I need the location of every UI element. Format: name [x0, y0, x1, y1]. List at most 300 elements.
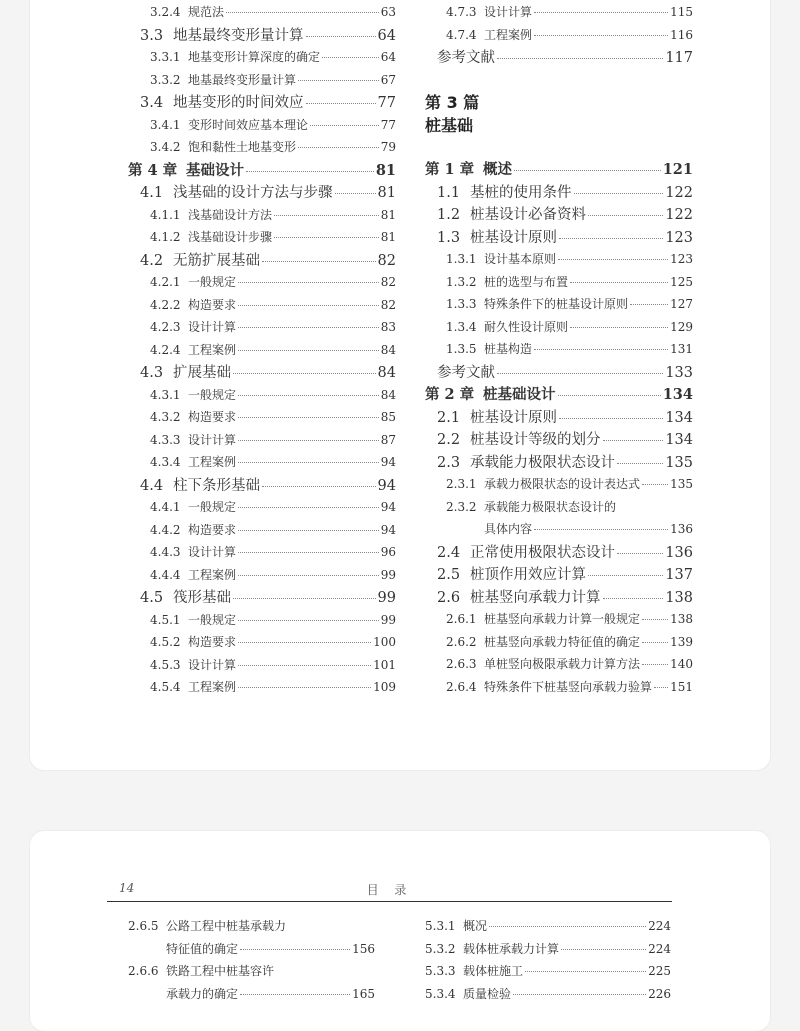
toc-entry-page: 135	[665, 454, 693, 471]
dot-leader	[588, 575, 663, 576]
toc-entry-number: 4.5	[140, 590, 164, 606]
toc-entry-title: 载体桩施工	[463, 964, 524, 978]
toc-entry-title: 桩基设计原则	[470, 229, 557, 246]
toc-entry-page: 115	[670, 5, 693, 19]
toc-entry[interactable]	[437, 546, 693, 561]
dot-leader	[514, 170, 661, 171]
toc-entry-number: 3.4.2	[150, 140, 181, 154]
toc-entry-page: 122	[665, 207, 693, 223]
toc-entry[interactable]	[166, 943, 375, 955]
toc-entry-title: 参考文献	[437, 50, 495, 66]
toc-entry-page: 127	[670, 297, 693, 311]
toc-entry-title: 饱和黏性土地基变形	[188, 140, 297, 154]
toc-entry-number: 3.4.1	[150, 117, 181, 132]
toc-entry[interactable]	[150, 659, 396, 671]
dot-leader	[534, 35, 668, 36]
toc-entry-number: 4.4.4	[150, 567, 181, 582]
toc-entry-title: 桩基竖向承载力特征值的确定	[484, 634, 641, 649]
dot-leader	[238, 642, 371, 643]
toc-entry[interactable]	[437, 231, 693, 246]
toc-entry-page: 81	[380, 207, 396, 222]
dot-leader	[603, 440, 664, 441]
toc-entry-number: 4.3.1	[150, 387, 181, 402]
toc-entry-number: 4.3.3	[150, 432, 181, 447]
dot-leader	[238, 462, 379, 463]
dot-leader	[654, 687, 668, 688]
dot-leader	[240, 949, 350, 950]
dot-leader	[233, 598, 376, 599]
toc-entry-number: 2.6	[437, 589, 461, 606]
toc-entry-page: 135	[670, 477, 693, 491]
dot-leader	[274, 215, 379, 216]
dot-leader	[534, 12, 668, 13]
toc-entry-number: 2.6.4	[446, 679, 477, 694]
toc-entry-number: 4.2.4	[150, 342, 181, 357]
toc-entry[interactable]	[128, 161, 396, 179]
toc-entry-page: 134	[662, 386, 693, 403]
toc-entry-title: 浅基础的设计方法与步骤	[173, 185, 333, 201]
dot-leader	[274, 237, 379, 238]
toc-entry-number: 4.3.2	[150, 410, 181, 424]
toc-entry-number: 4.5.3	[150, 657, 181, 672]
toc-entry[interactable]	[425, 920, 671, 932]
toc-entry[interactable]	[150, 299, 396, 311]
toc-entry-page: 109	[373, 680, 396, 694]
toc-entry[interactable]	[150, 209, 396, 221]
toc-entry-title: 铁路工程中桩基容许	[166, 964, 275, 978]
toc-entry-number: 4.5.2	[150, 635, 181, 649]
toc-entry-title: 设计计算	[188, 320, 237, 334]
toc-entry-title: 基桩的使用条件	[470, 184, 572, 201]
toc-page-card-1	[30, 0, 770, 770]
toc-entry[interactable]	[150, 434, 396, 446]
toc-entry[interactable]	[446, 636, 693, 648]
toc-entry-number: 2.4	[437, 544, 461, 561]
toc-entry-page: 151	[670, 679, 693, 694]
toc-entry[interactable]	[150, 141, 396, 153]
toc-entry-number: 4.7.4	[446, 27, 477, 42]
toc-entry-number: 4.4.1	[150, 500, 181, 514]
dot-leader	[534, 349, 668, 350]
toc-entry[interactable]	[150, 231, 396, 243]
toc-entry-title: 无筋扩展基础	[173, 252, 260, 269]
toc-entry-page: 99	[380, 612, 396, 627]
toc-entry-title: 概述	[483, 161, 512, 178]
toc-entry-title: 桩基础设计	[483, 386, 556, 403]
toc-entry[interactable]	[425, 163, 693, 178]
dot-leader	[642, 619, 668, 620]
toc-entry[interactable]	[150, 389, 396, 401]
toc-entry-title: 设计计算	[484, 5, 533, 19]
dot-leader	[630, 304, 668, 305]
toc-entry-title: 耐久性设计原则	[484, 319, 569, 334]
toc-entry-page: 138	[665, 589, 693, 606]
toc-entry-page: 134	[665, 432, 693, 448]
toc-entry[interactable]	[128, 965, 375, 977]
dot-leader	[262, 261, 376, 262]
toc-entry-number: 1.3.3	[446, 297, 477, 311]
dot-leader	[262, 486, 376, 487]
dot-leader	[558, 395, 661, 396]
toc-entry-number: 2.6.2	[446, 634, 477, 649]
toc-entry-number: 2.3.2	[446, 499, 477, 514]
toc-entry[interactable]	[150, 569, 396, 581]
toc-entry[interactable]	[437, 591, 693, 606]
toc-entry-title: 工程案例	[188, 455, 237, 469]
toc-entry-number: 1.1	[437, 184, 461, 201]
toc-entry-title: 地基变形的时间效应	[173, 95, 304, 111]
toc-entry[interactable]	[150, 681, 396, 693]
toc-entry-title: 桩基设计原则	[470, 409, 557, 426]
dot-leader	[306, 36, 376, 37]
toc-entry-title: 构造要求	[188, 635, 237, 649]
toc-entry-number: 2.2	[437, 432, 461, 448]
toc-entry-number: 1.3.2	[446, 274, 477, 289]
toc-entry-page: 99	[377, 590, 396, 606]
toc-entry-number: 4.7.3	[446, 5, 477, 19]
toc-entry-page: 122	[665, 184, 693, 201]
toc-entry-page: 94	[380, 522, 396, 537]
toc-entry[interactable]	[140, 186, 396, 201]
toc-entry-number: 第 2 章	[425, 386, 475, 403]
toc-entry-page: 133	[665, 364, 693, 381]
toc-entry[interactable]	[437, 208, 693, 223]
toc-entry-page: 138	[670, 612, 693, 626]
toc-entry-page: 83	[380, 320, 396, 334]
toc-entry-page: 224	[648, 919, 671, 933]
toc-entry-title: 特殊条件下桩基竖向承载力验算	[484, 679, 653, 694]
dot-leader	[238, 575, 379, 576]
dot-leader	[238, 665, 371, 666]
toc-entry-number: 5.3.4	[425, 986, 456, 1001]
toc-entry-page: 94	[380, 455, 396, 469]
toc-entry-page: 94	[380, 500, 396, 514]
toc-entry-title: 构造要求	[188, 297, 237, 312]
toc-entry[interactable]	[140, 479, 396, 494]
dot-leader	[306, 103, 376, 104]
toc-entry-number: 2.6.1	[446, 612, 477, 626]
toc-entry-title: 载体桩承载力计算	[463, 941, 560, 956]
toc-entry-page: 156	[352, 941, 375, 956]
toc-entry-page: 116	[670, 27, 693, 42]
toc-entry-page: 81	[377, 185, 396, 201]
toc-entry-number: 2.6.5	[128, 919, 159, 933]
toc-entry-page: 81	[375, 161, 396, 179]
dot-leader	[233, 373, 376, 374]
toc-entry-title: 单桩竖向极限承载力计算方法	[484, 657, 641, 671]
dot-leader	[335, 193, 376, 194]
toc-entry[interactable]	[150, 546, 396, 558]
toc-entry[interactable]	[437, 366, 693, 381]
toc-entry[interactable]	[446, 276, 693, 288]
toc-entry[interactable]	[150, 119, 396, 131]
dot-leader	[497, 58, 663, 59]
dot-leader	[238, 327, 379, 328]
dot-leader	[570, 327, 668, 328]
toc-entry[interactable]	[150, 344, 396, 356]
toc-entry-title: 桩基竖向承载力计算	[470, 589, 601, 606]
toc-entry-title: 一般规定	[188, 500, 237, 514]
toc-entry-page: 165	[352, 986, 375, 1001]
toc-entry-number: 1.3.1	[446, 252, 477, 266]
toc-entry[interactable]	[150, 51, 396, 63]
toc-entry[interactable]	[446, 343, 693, 355]
toc-entry-title: 概况	[463, 919, 488, 933]
dot-leader	[238, 507, 379, 508]
toc-entry-page: 79	[380, 140, 396, 154]
toc-entry-page: 140	[670, 657, 693, 671]
toc-entry[interactable]	[446, 501, 693, 513]
toc-entry[interactable]	[150, 321, 396, 333]
toc-entry-number: 5.3.1	[425, 919, 456, 933]
dot-leader	[238, 282, 379, 283]
toc-entry-page: 225	[648, 964, 671, 978]
part-label: 第 3 篇	[425, 93, 480, 112]
toc-entry-number: 2.5	[437, 567, 461, 583]
dot-leader	[238, 350, 379, 351]
toc-entry-number: 2.6.3	[446, 657, 477, 671]
toc-entry-page: 63	[380, 5, 396, 19]
dot-leader	[558, 259, 668, 260]
toc-entry-title: 工程案例	[188, 567, 237, 582]
dot-leader	[238, 687, 371, 688]
toc-entry-title: 构造要求	[188, 410, 237, 424]
toc-entry-number: 4.2.2	[150, 297, 181, 312]
toc-entry[interactable]	[446, 681, 693, 693]
toc-entry-title: 设计计算	[188, 432, 237, 447]
toc-entry[interactable]	[446, 253, 693, 265]
toc-entry-title: 筏形基础	[173, 590, 231, 606]
header-title: 目 录	[366, 883, 413, 897]
toc-entry-page: 123	[670, 252, 693, 266]
toc-entry-number: 4.4.3	[150, 545, 181, 559]
toc-entry-number: 第 1 章	[425, 161, 475, 178]
toc-entry-title: 桩基设计必备资料	[470, 207, 586, 223]
dot-leader	[238, 417, 379, 418]
toc-entry[interactable]	[446, 6, 693, 18]
toc-entry[interactable]	[128, 920, 375, 932]
page-header	[107, 881, 672, 902]
toc-entry-title: 设计计算	[188, 657, 237, 672]
toc-entry[interactable]	[446, 478, 693, 490]
toc-entry-page: 226	[648, 986, 671, 1001]
toc-entry-page: 77	[377, 95, 396, 111]
dot-leader	[513, 994, 646, 995]
dot-leader	[588, 215, 663, 216]
toc-entry-number: 4.5.4	[150, 680, 181, 694]
toc-entry[interactable]	[446, 298, 693, 310]
toc-entry-title: 承载能力极限状态设计的	[484, 499, 617, 514]
toc-entry-title: 一般规定	[188, 387, 237, 402]
dot-leader	[310, 125, 379, 126]
part-name: 桩基础	[425, 116, 474, 135]
toc-entry[interactable]	[150, 614, 396, 626]
dot-leader	[617, 553, 663, 554]
toc-entry-title: 参考文献	[437, 364, 495, 381]
toc-entry-page: 77	[380, 117, 396, 132]
toc-entry-title: 桩基竖向承载力计算一般规定	[484, 612, 641, 626]
toc-entry-number: 5.3.2	[425, 941, 456, 956]
toc-entry[interactable]	[150, 501, 396, 513]
toc-entry-number: 2.3	[437, 454, 461, 471]
toc-entry-number: 2.3.1	[446, 477, 477, 491]
toc-entry[interactable]	[437, 568, 693, 583]
toc-entry[interactable]	[425, 388, 693, 403]
toc-entry-title: 地基最终变形量计算	[188, 72, 297, 87]
toc-entry[interactable]	[437, 51, 693, 66]
dot-leader	[238, 552, 379, 553]
toc-entry-title: 基础设计	[186, 161, 244, 179]
toc-entry-page: 64	[380, 50, 396, 64]
toc-entry-number: 4.1.1	[150, 207, 181, 222]
dot-leader	[570, 282, 668, 283]
dot-leader	[246, 171, 374, 172]
toc-entry-page: 123	[665, 229, 693, 246]
toc-entry-page: 87	[380, 432, 396, 447]
dot-leader	[559, 238, 663, 239]
toc-entry-page: 100	[373, 635, 396, 649]
toc-entry[interactable]	[425, 965, 671, 977]
toc-entry[interactable]	[484, 523, 693, 535]
toc-entry[interactable]	[437, 433, 693, 448]
dot-leader	[642, 642, 668, 643]
toc-entry-number: 1.2	[437, 207, 461, 223]
dot-leader	[298, 80, 379, 81]
toc-entry-title: 工程案例	[484, 27, 533, 42]
toc-entry-number: 1.3	[437, 229, 461, 246]
toc-entry-page: 134	[665, 409, 693, 426]
toc-entry[interactable]	[425, 943, 671, 955]
dot-leader	[226, 12, 379, 13]
toc-entry[interactable]	[166, 988, 375, 1000]
toc-entry[interactable]	[140, 96, 396, 111]
toc-entry-page: 82	[377, 252, 396, 269]
toc-entry-number: 1.3.4	[446, 319, 477, 334]
toc-entry[interactable]	[140, 29, 396, 44]
toc-entry-number: 3.3.2	[150, 72, 181, 87]
dot-leader	[489, 926, 646, 927]
toc-entry-page: 99	[380, 567, 396, 582]
toc-entry-title: 工程案例	[188, 342, 237, 357]
dot-leader	[642, 664, 668, 665]
toc-entry[interactable]	[140, 591, 396, 606]
toc-entry-title: 质量检验	[463, 986, 512, 1001]
toc-entry[interactable]	[140, 254, 396, 269]
toc-entry[interactable]	[446, 321, 693, 333]
toc-entry-page: 139	[670, 634, 693, 649]
toc-entry[interactable]	[446, 613, 693, 625]
toc-entry[interactable]	[425, 988, 671, 1000]
toc-entry[interactable]	[150, 411, 396, 423]
toc-entry-number: 3.2.4	[150, 5, 181, 19]
toc-entry-number: 3.3.1	[150, 50, 181, 64]
dot-leader	[238, 620, 379, 621]
dot-leader	[642, 484, 668, 485]
toc-entry-title: 承载力极限状态的设计表达式	[484, 477, 641, 491]
dot-leader	[525, 971, 646, 972]
toc-entry-title: 桩基构造	[484, 342, 533, 356]
toc-entry-title: 浅基础设计方法	[188, 207, 273, 222]
toc-entry[interactable]	[150, 524, 396, 536]
toc-entry[interactable]	[150, 276, 396, 288]
toc-entry-page: 101	[373, 657, 396, 672]
toc-entry-title: 正常使用极限状态设计	[470, 544, 615, 561]
dot-leader	[238, 305, 379, 306]
toc-entry-number: 4.3	[140, 365, 164, 381]
toc-entry-page: 117	[665, 50, 693, 66]
toc-entry-page: 224	[648, 941, 671, 956]
toc-entry-title: 承载力的确定	[166, 986, 239, 1001]
toc-entry[interactable]	[446, 29, 693, 41]
toc-entry-number: 4.4.2	[150, 522, 181, 537]
toc-entry[interactable]	[150, 456, 396, 468]
toc-entry-number: 5.3.3	[425, 964, 456, 978]
toc-entry-title: 桩基设计等级的划分	[470, 432, 601, 448]
toc-entry-number: 4.1.2	[150, 230, 181, 244]
toc-entry-number: 1.3.5	[446, 342, 477, 356]
toc-entry-page: 129	[670, 319, 693, 334]
toc-entry[interactable]	[437, 456, 693, 471]
toc-entry-number: 4.3.4	[150, 455, 181, 469]
toc-entry[interactable]	[437, 411, 693, 426]
dot-leader	[322, 57, 379, 58]
toc-entry-page: 94	[377, 477, 396, 494]
toc-entry-title: 设计计算	[188, 545, 237, 559]
toc-entry-title: 一般规定	[188, 612, 237, 627]
toc-entry-title: 公路工程中桩基承载力	[166, 919, 287, 933]
dot-leader	[603, 598, 664, 599]
toc-entry-page: 82	[380, 275, 396, 289]
toc-entry-page: 84	[377, 365, 396, 381]
toc-entry-page: 125	[670, 274, 693, 289]
dot-leader	[238, 395, 379, 396]
toc-entry-page: 136	[665, 544, 693, 561]
toc-entry-title: 具体内容	[484, 522, 533, 536]
toc-entry-page: 82	[380, 297, 396, 312]
toc-entry-title: 柱下条形基础	[173, 477, 260, 494]
dot-leader	[497, 373, 663, 374]
toc-entry-number: 4.2	[140, 252, 164, 269]
dot-leader	[561, 949, 646, 950]
dot-leader	[574, 193, 664, 194]
toc-entry-number: 4.2.3	[150, 320, 181, 334]
toc-entry-title: 规范法	[188, 5, 225, 19]
toc-entry-page: 137	[665, 567, 693, 583]
toc-entry[interactable]	[150, 6, 396, 18]
toc-entry-page: 84	[380, 387, 396, 402]
toc-entry-number: 4.5.1	[150, 612, 181, 627]
toc-entry-page: 85	[380, 410, 396, 424]
toc-entry[interactable]	[140, 366, 396, 381]
toc-entry-title: 特征值的确定	[166, 941, 239, 956]
toc-entry[interactable]	[150, 636, 396, 648]
toc-entry-title: 地基最终变形量计算	[173, 27, 304, 44]
dot-leader	[617, 463, 663, 464]
toc-entry-title: 构造要求	[188, 522, 237, 537]
toc-entry-page: 136	[670, 522, 693, 536]
toc-entry[interactable]	[437, 186, 693, 201]
toc-entry-page: 121	[662, 161, 693, 178]
toc-entry-page: 84	[380, 342, 396, 357]
toc-entry-title: 特殊条件下的桩基设计原则	[484, 297, 629, 311]
toc-entry-title: 浅基础设计步骤	[188, 230, 273, 244]
toc-entry[interactable]	[446, 658, 693, 670]
dot-leader	[240, 994, 350, 995]
toc-entry-number: 3.4	[140, 95, 164, 111]
toc-entry-title: 工程案例	[188, 680, 237, 694]
toc-entry-title: 设计基本原则	[484, 252, 557, 266]
toc-entry[interactable]	[150, 74, 396, 86]
